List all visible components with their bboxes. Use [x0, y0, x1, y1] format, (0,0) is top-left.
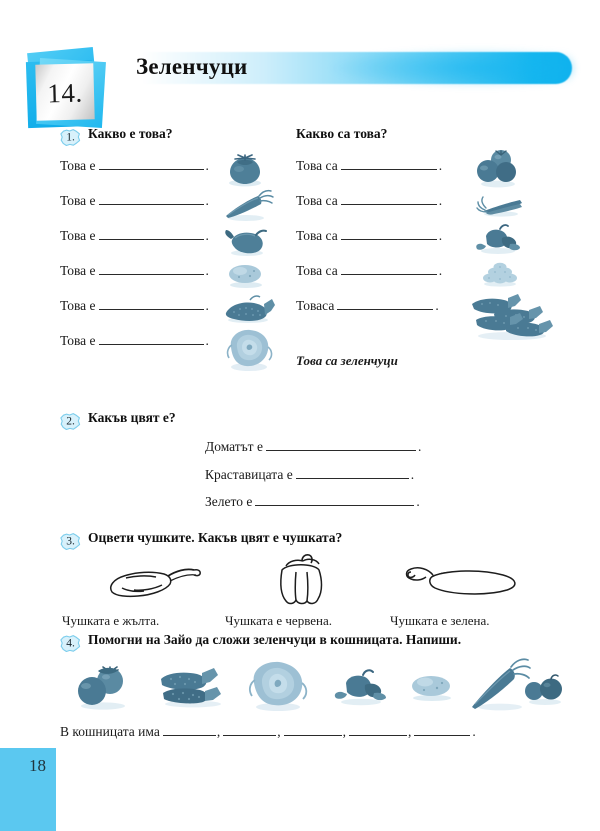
answer-blank[interactable]	[341, 228, 437, 240]
chapter-number: 14.	[47, 77, 84, 108]
comma: ,	[277, 724, 281, 739]
exercise-1-right-row	[296, 292, 566, 327]
answer-blank[interactable]	[99, 193, 204, 205]
exercise-1-left-row	[60, 327, 305, 362]
answer-blank[interactable]	[99, 333, 204, 345]
exercise-3-pepper-outlines	[60, 554, 550, 612]
exercise-4-sentence	[60, 724, 476, 740]
tomatoes-icon	[72, 661, 134, 711]
title-bar-glow	[330, 48, 575, 88]
period: .	[438, 158, 443, 173]
cucumbers-icon	[466, 290, 558, 342]
pepper-label: Чушката е жълта.	[62, 613, 160, 628]
peppers-icon	[474, 220, 522, 256]
answer-blank[interactable]	[284, 724, 342, 736]
exercise-3	[60, 530, 550, 628]
row-label: Зелето е	[205, 494, 253, 509]
answer-blank[interactable]	[255, 494, 414, 506]
exercise-2-number-badge	[60, 412, 81, 431]
exercise-2-header	[60, 410, 540, 431]
period: .	[205, 193, 209, 208]
exercise-1-number: 1.	[66, 131, 75, 143]
answer-blank[interactable]	[341, 193, 437, 205]
row-label: Това са	[296, 228, 338, 243]
exercise-1-right-row	[296, 222, 566, 257]
exercise-2-row	[205, 467, 421, 482]
comma: ,	[342, 724, 346, 739]
chapter-number-box	[22, 48, 108, 132]
exercise-1-number-badge	[60, 128, 81, 147]
potato-icon	[405, 671, 459, 703]
chapter-inner-plate	[35, 63, 94, 120]
row-label: Товаса	[296, 298, 335, 313]
answer-blank[interactable]	[341, 158, 437, 170]
exercise-1-left-row	[60, 292, 305, 327]
answer-blank[interactable]	[99, 298, 204, 310]
comma: ,	[407, 724, 412, 739]
pepper-icon	[222, 222, 272, 258]
pepper-chili-outline-icon[interactable]	[395, 560, 525, 604]
carrots-icon	[476, 189, 526, 219]
period: .	[205, 228, 209, 243]
answer-blank[interactable]	[349, 724, 407, 736]
row-label: Доматът е	[205, 439, 263, 454]
period: .	[438, 263, 443, 278]
page-number-tab	[0, 748, 56, 831]
period: .	[205, 263, 209, 278]
exercise-1-title-right: Какво са това?	[296, 126, 388, 141]
exercise-4-number: 4.	[66, 637, 75, 649]
exercise-4-header	[60, 632, 560, 653]
tomatoes-icon	[474, 147, 522, 189]
exercise-1-left-row	[60, 257, 305, 292]
exercise-4	[60, 632, 560, 739]
period: .	[438, 193, 443, 208]
page-header	[0, 26, 600, 112]
exercise-2-row	[205, 494, 421, 509]
exercise-2-rows	[205, 439, 421, 522]
row-label: Това е	[60, 228, 96, 243]
exercise-2	[60, 410, 540, 509]
answer-blank[interactable]	[99, 263, 204, 275]
row-label: Това са	[296, 158, 338, 173]
period: .	[472, 724, 476, 739]
period: .	[205, 298, 209, 313]
cabbage-icon	[246, 657, 310, 713]
pepper-label: Чушката е зелена.	[390, 613, 490, 628]
exercise-2-row	[205, 439, 421, 454]
exercise-4-items	[60, 657, 560, 719]
period: .	[435, 298, 439, 313]
exercise-1-left-row	[60, 222, 305, 257]
exercise-2-title: Какъв цвят е?	[88, 410, 176, 425]
exercise-1-right-column	[296, 152, 566, 368]
row-label: Краставицата е	[205, 466, 293, 482]
answer-blank[interactable]	[266, 439, 416, 451]
period: .	[438, 228, 443, 243]
cucumbers-icon	[155, 665, 233, 709]
period: .	[417, 439, 422, 454]
peppers-icon	[332, 665, 390, 707]
exercise-4-number-badge	[60, 634, 81, 653]
pepper-label: Чушката е червена.	[225, 613, 333, 628]
exercise-1-right-row	[296, 152, 566, 187]
exercise-3-number-badge	[60, 532, 81, 551]
row-label: Това е	[60, 193, 96, 208]
exercise-1-left-row	[60, 152, 305, 187]
exercise-1-title: Какво е това?	[88, 126, 173, 141]
answer-blank[interactable]	[223, 724, 276, 736]
plums-icon	[522, 673, 568, 707]
comma: ,	[216, 724, 221, 739]
sentence-label: В кошницата има	[60, 724, 160, 739]
exercise-3-title: Оцвети чушките. Какъв цвят е чушката?	[88, 530, 343, 545]
period: .	[410, 466, 415, 482]
exercise-1-conclusion: Това са зеленчуци	[296, 353, 398, 368]
row-label: Това са	[296, 193, 338, 208]
row-label: Това са	[296, 263, 338, 278]
tomato-icon	[223, 150, 267, 188]
exercise-4-title: Помогни на Зайо да сложи зеленчуци в кошницата. Напиши.	[88, 632, 462, 647]
row-label: Това е	[60, 333, 96, 348]
row-label: Това е	[60, 263, 96, 278]
answer-blank[interactable]	[99, 158, 204, 170]
cucumber-icon	[220, 291, 278, 325]
page-number: 18	[29, 756, 46, 775]
carrot-icon	[220, 187, 276, 223]
pepper-long-outline-icon[interactable]	[100, 560, 210, 606]
row-label: Това е	[60, 298, 96, 313]
potatoes-icon	[478, 260, 522, 288]
period: .	[205, 333, 209, 348]
cabbage-icon	[223, 325, 275, 373]
answer-blank[interactable]	[341, 263, 437, 275]
pepper-bell-outline-icon[interactable]	[262, 552, 344, 610]
period: .	[205, 158, 209, 173]
answer-blank[interactable]	[337, 298, 433, 310]
answer-blank[interactable]	[163, 724, 216, 736]
row-label: Това е	[60, 158, 96, 173]
answer-blank[interactable]	[414, 724, 470, 736]
page-title: Зеленчуци	[136, 54, 248, 79]
potato-icon	[223, 260, 269, 290]
exercise-1-left-column	[60, 152, 305, 362]
exercise-1-left-row	[60, 187, 305, 222]
exercise-1	[60, 126, 560, 368]
answer-blank[interactable]	[99, 228, 204, 240]
answer-blank[interactable]	[296, 467, 409, 479]
exercise-1-right-row	[296, 257, 566, 292]
period: .	[416, 494, 420, 509]
exercise-2-number: 2.	[66, 415, 75, 427]
exercise-3-number: 3.	[66, 535, 75, 547]
exercise-3-header	[60, 530, 550, 551]
exercise-1-right-row	[296, 187, 566, 222]
